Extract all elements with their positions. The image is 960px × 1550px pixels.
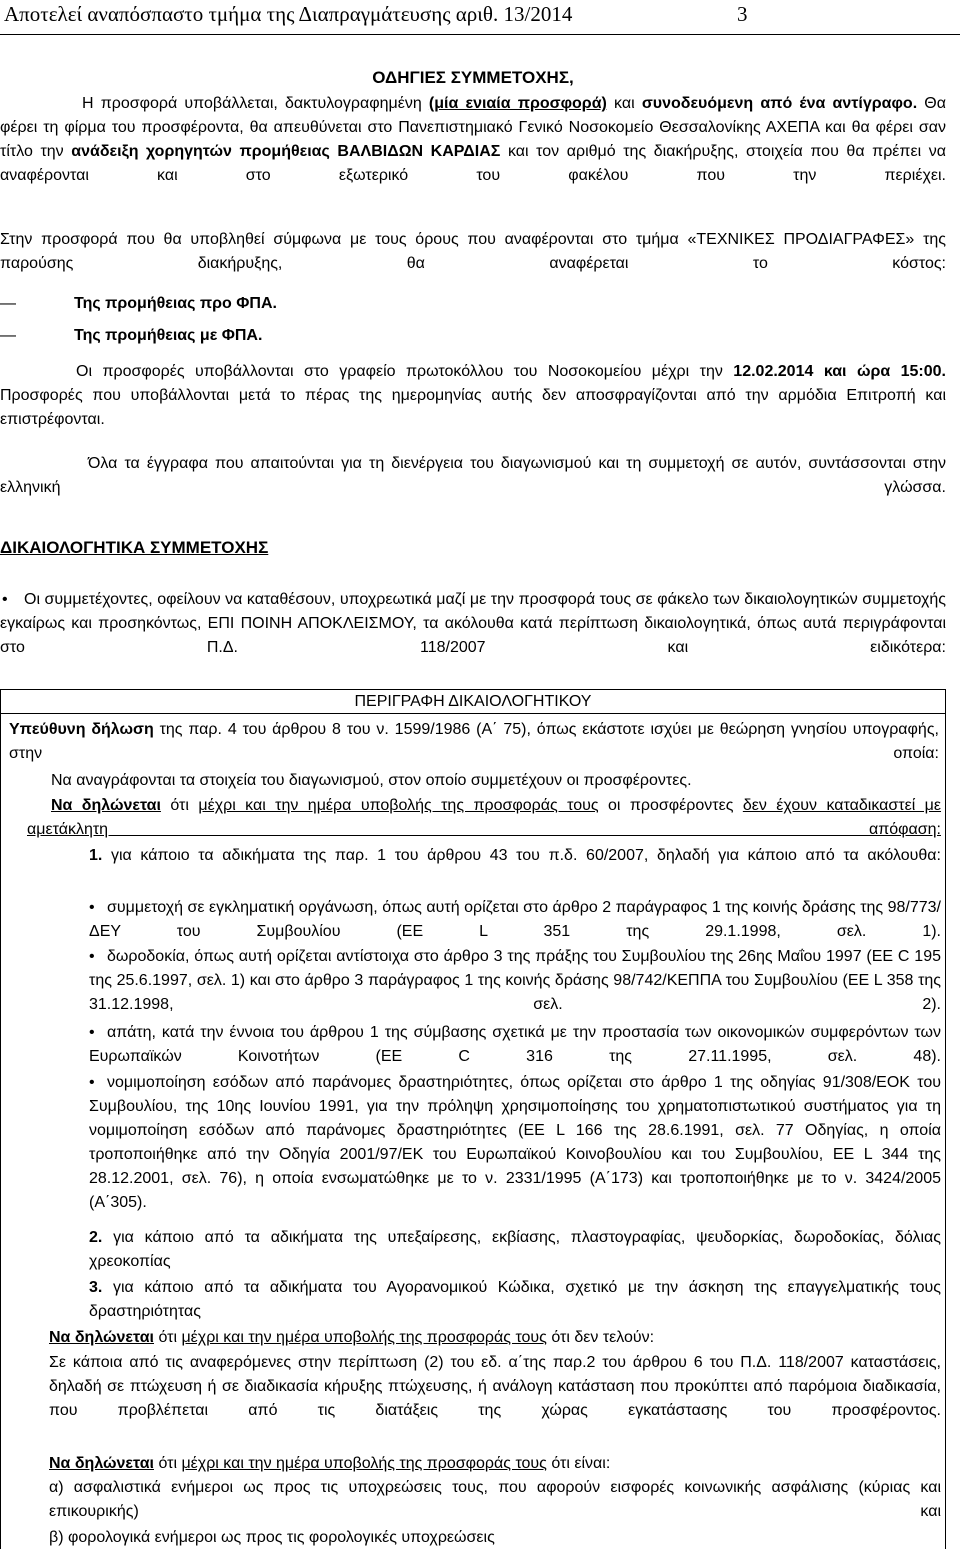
table-declaration: Υπεύθυνη δήλωση της παρ. 4 του άρθρου 8 του ν. 1599/1986 (Α΄ 75), όπως εκάστοτε ισχύει με θεώρηση γνησίου υπογραφής, στην οποία: — [9, 721, 939, 762]
paragraph-language: Όλα τα έγγραφα που απαιτούνται για τη διενέργεια του διαγωνισμού και τη συμμετοχή σε αυτόν, συντάσσονται στην ελληνική γλώσσα. — [0, 455, 946, 496]
header-title: Αποτελεί αναπόσπαστο τμήμα της Διαπραγμάτευσης αριθ. 13/2014 — [4, 2, 573, 26]
dash-item: — Της προμήθειας προ ΦΠΑ. — [0, 295, 277, 312]
paragraph-offer: Η προσφορά υποβάλλεται, δακτυλογραφημένη (μία ενιαία προσφορά) και συνοδευόμενη από ένα αντίγραφο. Θα φέρει τη φίρμα του προσφέροντα, θα απευθύνεται στο Πανεπιστημιακό Γενικό Νοσοκομείο Θεσσαλονίκης ΑΧΕΠΑ και θα φέρει σαν τίτλο την ανάδειξη χορηγητών προμήθειας ΒΑΛΒΙΔΩΝ ΚΑΡΔΙΑΣ και τον αριθμό της διακήρυξης, στοιχεία που θα πρέπει να αναφέρονται και στο εξωτερικό του φακέλου που την περιέχει. — [0, 95, 947, 184]
table-line: β) φορολογικά ενήμεροι ως προς τις φορολογικές υποχρεώσεις — [49, 1529, 495, 1546]
table-line: Να δηλώνεται ότι μέχρι και την ημέρα υποβολής της προσφοράς τους οι προσφέροντες δεν έχουν καταδικαστεί με αμετάκλητη απόφαση: — [27, 797, 942, 838]
paragraph-cost: Στην προσφορά που θα υποβληθεί σύμφωνα με τους όρους που αναφέρονται στο τμήμα «ΤΕΧΝΙΚΕΣ ΠΡΟΔΙΑΓΡΑΦΕΣ» της παρούσης διακήρυξης, θα αναφέρεται το κόστος: — [0, 231, 946, 272]
paragraph-deadline: Οι προσφορές υποβάλλονται στο γραφείο πρωτοκόλλου του Νοσοκομείου μέχρι την 12.02.2014 και ώρα 15:00. Προσφορές που υποβάλλονται μετά το πέρας της ημερομηνίας αυτής δεν αποσφραγίζονται από την αρμόδια Επιτροπή και επιστρέφονται. — [0, 363, 946, 428]
dash-item: — Της προμήθειας με ΦΠΑ. — [0, 327, 263, 344]
bullet-item: • δωροδοκία, όπως αυτή ορίζεται αντίστοιχα στο άρθρο 3 της πράξης του Συμβουλίου της 26ης Μαΐου 1997 (ΕΕ C 195 της 25.6.1997, σελ. 1) και στο άρθρο 3 παράγραφος 1 της κοινής δράσης 98/742/ΚΕΠΠΑ του Συμβουλίου (ΕΕ L 358 της 31.12.1998, σελ. 2). — [89, 948, 941, 1013]
bullet-item: • νομιμοποίηση εσόδων από παράνομες δραστηριότητες, όπως ορίζεται στο άρθρο 1 της οδηγίας 91/308/ΕΟΚ του Συμβουλίου, της 10ης Ιουνίου 1991, για την πρόληψη χρησιμοποίησης του χρηματοπιστωτικού συστήματος για τη νομιμοποίηση εσόδων από παράνομες δραστηριότητες (ΕΕ L 166 της 28.6.1991, σελ. 77 Οδηγίας, η οποία τροποποιήθηκε από την Οδηγία 2001/97/ΕΚ του Ευρωπαϊκού Κοινοβουλίου και του Συμβουλίου, ΕΕ L 344 της 28.12.2001, σελ. 76), η οποία ενσωματώθηκε με το ν. 2331/1995 (Α΄173) και τροποποιήθηκε με το ν. 3424/2005 (Α΄305). — [89, 1074, 941, 1211]
numbered-item: 1. για κάποιο τα αδικήματα της παρ. 1 του άρθρου 43 του π.δ. 60/2007, δηλαδή για κάποιο από τα ακόλουθα: — [89, 847, 941, 864]
instructions-heading: ΟΔΗΓΙΕΣ ΣΥΜΜΕΤΟΧΗΣ, — [372, 68, 574, 87]
documents-table — [0, 689, 946, 1549]
bullet-item: • συμμετοχή σε εγκληματική οργάνωση, όπως αυτή ορίζεται στο άρθρο 2 παράγραφος 1 της κοινής δράσης της 98/773/ΔΕΥ του Συμβουλίου (ΕΕ L 351 της 29.1.1998, σελ. 1). — [89, 899, 941, 940]
table-header: ΠΕΡΙΓΡΑΦΗ ΔΙΚΑΙΟΛΟΓΗΤΙΚΟΥ — [1, 690, 945, 714]
table-line: Να αναγράφονται τα στοιχεία του διαγωνισμού, στον οποίο συμμετέχουν οι προσφέροντες. — [51, 772, 692, 789]
table-line: Σε κάποια από τις αναφερόμενες στην περίπτωση (2) του εδ. α΄της παρ.2 του άρθρου 6 του Π.Δ. 118/2007 καταστάσεις, δηλαδή σε πτώχευση ή σε διαδικασία κήρυξης πτώχευσης, ή ανάλογη κατάσταση που προκύπτει από παρόμοια διαδικασία, που προβλέπεται από τις διατάξεις της χώρας εγκατάστασης του προσφέροντος. — [49, 1354, 941, 1419]
page-number: 3 — [737, 2, 748, 26]
numbered-item: 3. για κάποιο από τα αδικήματα του Αγορανομικού Κώδικα, σχετικό με την άσκηση της επαγγελματικής τους δραστηριότητας — [89, 1279, 941, 1320]
documents-bullet: • Οι συμμετέχοντες, οφείλουν να καταθέσουν, υποχρεωτικά μαζί με την προσφορά τους σε φάκελο των δικαιολογητικών συμμετοχής εγκαίρως και προσηκόντως, ΕΠΙ ΠΟΙΝΗ ΑΠΟΚΛΕΙΣΜΟΥ, τα ακόλουθα κατά περίπτωση δικαιολογητικά, όπως αυτά περιγράφονται στο Π.Δ. 118/2007 και ειδικότερα: — [0, 591, 946, 656]
numbered-item: 2. για κάποιο από τα αδικήματα της υπεξαίρεσης, εκβίασης, πλαστογραφίας, ψευδορκίας, δωροδοκίας, δόλιας χρεοκοπίας — [89, 1229, 941, 1270]
table-line: Να δηλώνεται ότι μέχρι και την ημέρα υποβολής της προσφοράς τους ότι δεν τελούν: — [49, 1329, 655, 1346]
page-header — [0, 0, 960, 35]
bullet-item: • απάτη, κατά την έννοια του άρθρου 1 της σύμβασης σχετικά με την προστασία των οικονομικών συμφερόντων των Ευρωπαϊκών Κοινοτήτων (ΕΕ C 316 της 27.11.1995, σελ. 48). — [89, 1024, 941, 1065]
documents-heading: ΔΙΚΑΙΟΛΟΓΗΤΙΚΑ ΣΥΜΜΕΤΟΧΗΣ — [0, 538, 269, 557]
table-line: Να δηλώνεται ότι μέχρι και την ημέρα υποβολής της προσφοράς τους ότι είναι: — [49, 1455, 611, 1472]
table-line: α) ασφαλιστικά ενήμεροι ως προς τις υποχρεώσεις τους, που αφορούν εισφορές κοινωνικής ασφάλισης (κύριας και επικουρικής) και — [49, 1479, 941, 1520]
